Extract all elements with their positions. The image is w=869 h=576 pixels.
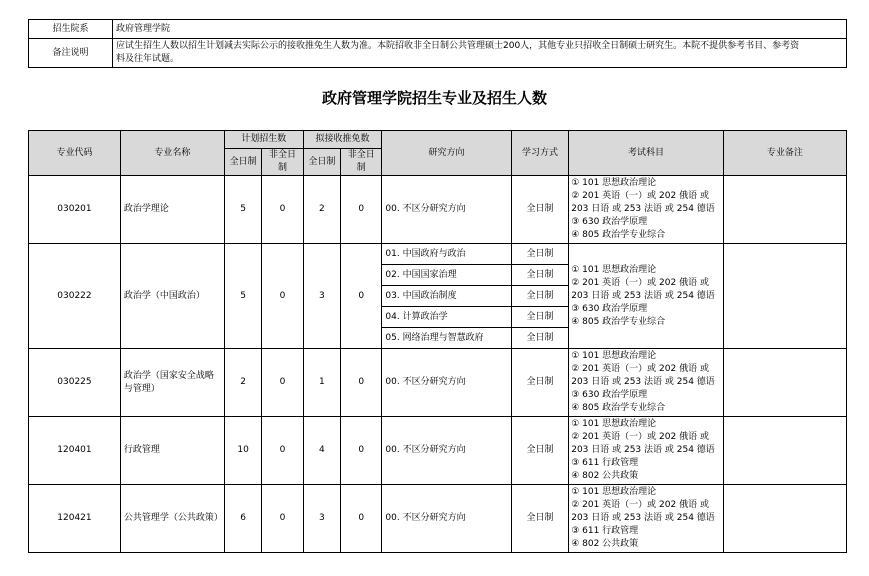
exam-subject-line: ④ 802 公共政策: [571, 539, 639, 549]
remark-value: [113, 39, 847, 68]
exam-subject-line: ① 101 思想政治理论: [571, 419, 657, 429]
major-code: 030201: [29, 176, 121, 244]
major-note: [723, 485, 846, 553]
header-subjects: 考试科目: [569, 131, 724, 176]
plan-part-time: 0: [262, 485, 303, 553]
major-note: [723, 244, 846, 349]
exam-subject-line: ③ 611 行政管理: [571, 526, 639, 536]
majors-table: [28, 130, 847, 553]
exam-subject-line: ② 201 英语（一）或 202 俄语 或: [571, 432, 709, 442]
plan-part-time: 0: [262, 176, 303, 244]
college-value: 政府管理学院: [113, 20, 847, 39]
header-row-1: [29, 131, 847, 149]
header-plan: 计划招生数: [224, 131, 303, 149]
research-direction: 05. 网络治理与智慧政府: [382, 328, 511, 349]
exam-subject-line: ③ 611 行政管理: [571, 458, 639, 468]
header-mode: 学习方式: [511, 131, 569, 176]
rec-part-time: 0: [341, 176, 382, 244]
exam-subject-line: ① 101 思想政治理论: [571, 178, 657, 188]
header-name: 专业名称: [120, 131, 224, 176]
exam-subject-line: ② 201 英语（一）或 202 俄语 或: [571, 191, 709, 201]
majors-table-body: [29, 176, 847, 553]
header-note: 专业备注: [723, 131, 846, 176]
rec-full-time: 1: [303, 349, 340, 417]
remark-line-1: 应试生招生人数以招生计划减去实际公示的接收推免生人数为准。本院招收非全日制公共管理硕士200人，其他专业只招收全日制硕士研究生。本院不提供参考书目、参考资: [116, 41, 800, 51]
rec-full-time: 4: [303, 417, 340, 485]
major-name: 政治学（中国政治）: [120, 244, 224, 349]
remark-label: 备注说明: [29, 39, 113, 68]
exam-subject-line: ③ 630 政治学原理: [571, 303, 648, 314]
study-mode: 全日制: [511, 417, 569, 485]
exam-subjects: [569, 485, 724, 553]
remark-line-2: 料及往年试题。: [116, 54, 180, 64]
page-title: 政府管理学院招生专业及招生人数: [321, 89, 547, 107]
research-direction: 00. 不区分研究方向: [382, 349, 511, 417]
exam-subject-line: ③ 630 政治学原理: [571, 217, 648, 227]
major-note: [723, 417, 846, 485]
plan-full-time: 10: [224, 417, 261, 485]
study-mode: 全日制: [511, 328, 569, 349]
table-row: [29, 485, 847, 553]
study-mode: 全日制: [511, 286, 569, 307]
header-rec-part-time: 非全日制: [341, 149, 382, 176]
study-mode: 全日制: [511, 307, 569, 328]
plan-part-time: 0: [262, 244, 303, 349]
research-direction: 01. 中国政府与政治: [382, 244, 511, 265]
plan-full-time: 2: [224, 349, 261, 417]
exam-subject-line: 203 日语 或 253 法语 或 254 德语: [571, 204, 715, 214]
exam-subjects: [569, 176, 724, 244]
exam-subject-line: ④ 805 政治学专业综合: [571, 316, 666, 327]
exam-subject-line: ① 101 思想政治理论: [571, 487, 657, 497]
header-code: 专业代码: [29, 131, 121, 176]
research-direction: 00. 不区分研究方向: [382, 176, 511, 244]
exam-subject-line: 203 日语 或 253 法语 或 254 德语: [571, 377, 715, 387]
remark-row: [29, 39, 847, 68]
exam-subject-line: 203 日语 或 253 法语 或 254 德语: [571, 290, 715, 301]
rec-part-time: 0: [341, 417, 382, 485]
exam-subject-line: ④ 802 公共政策: [571, 471, 639, 481]
exam-subject-line: ① 101 思想政治理论: [571, 351, 657, 361]
major-code: 030222: [29, 244, 121, 349]
plan-full-time: 5: [224, 176, 261, 244]
header-recommend: 拟接收推免数: [303, 131, 382, 149]
major-code: 120421: [29, 485, 121, 553]
study-mode: 全日制: [511, 349, 569, 417]
research-direction: 02. 中国国家治理: [382, 265, 511, 286]
plan-part-time: 0: [262, 349, 303, 417]
rec-full-time: 3: [303, 244, 340, 349]
exam-subject-line: ② 201 英语（一）或 202 俄语 或: [571, 277, 709, 288]
rec-part-time: 0: [341, 349, 382, 417]
major-note: [723, 176, 846, 244]
plan-full-time: 6: [224, 485, 261, 553]
study-mode: 全日制: [511, 244, 569, 265]
exam-subjects: [569, 417, 724, 485]
exam-subject-line: ② 201 英语（一）或 202 俄语 或: [571, 364, 709, 374]
rec-full-time: 3: [303, 485, 340, 553]
study-mode: 全日制: [511, 485, 569, 553]
exam-subject-line: ① 101 思想政治理论: [571, 264, 657, 275]
plan-full-time: 5: [224, 244, 261, 349]
research-direction: 04. 计算政治学: [382, 307, 511, 328]
table-row: [29, 244, 847, 265]
major-code: 030225: [29, 349, 121, 417]
research-direction: 00. 不区分研究方向: [382, 417, 511, 485]
table-row: [29, 349, 847, 417]
info-table: [28, 19, 847, 68]
exam-subjects: [569, 349, 724, 417]
major-code: 120401: [29, 417, 121, 485]
header-plan-part-time: 非全日制: [262, 149, 303, 176]
research-direction: 00. 不区分研究方向: [382, 485, 511, 553]
exam-subject-line: 203 日语 或 253 法语 或 254 德语: [571, 513, 715, 523]
college-label: 招生院系: [29, 20, 113, 39]
header-plan-full-time: 全日制: [224, 149, 261, 176]
major-name: 公共管理学（公共政策）: [120, 485, 224, 553]
exam-subjects: [569, 244, 724, 349]
exam-subject-line: ③ 630 政治学原理: [571, 390, 648, 400]
major-name: 行政管理: [120, 417, 224, 485]
rec-full-time: 2: [303, 176, 340, 244]
major-name: 政治学（国家安全战略与管理）: [120, 349, 224, 417]
plan-part-time: 0: [262, 417, 303, 485]
rec-part-time: 0: [341, 485, 382, 553]
exam-subject-line: ④ 805 政治学专业综合: [571, 230, 666, 240]
study-mode: 全日制: [511, 265, 569, 286]
exam-subject-line: ④ 805 政治学专业综合: [571, 403, 666, 413]
study-mode: 全日制: [511, 176, 569, 244]
major-note: [723, 349, 846, 417]
exam-subject-line: ② 201 英语（一）或 202 俄语 或: [571, 500, 709, 510]
major-name: 政治学理论: [120, 176, 224, 244]
research-direction: 03. 中国政治制度: [382, 286, 511, 307]
exam-subject-line: 203 日语 或 253 法语 或 254 德语: [571, 445, 715, 455]
rec-part-time: 0: [341, 244, 382, 349]
table-row: [29, 176, 847, 244]
header-rec-full-time: 全日制: [303, 149, 340, 176]
table-row: [29, 417, 847, 485]
header-direction: 研究方向: [382, 131, 511, 176]
college-row: [29, 20, 847, 39]
